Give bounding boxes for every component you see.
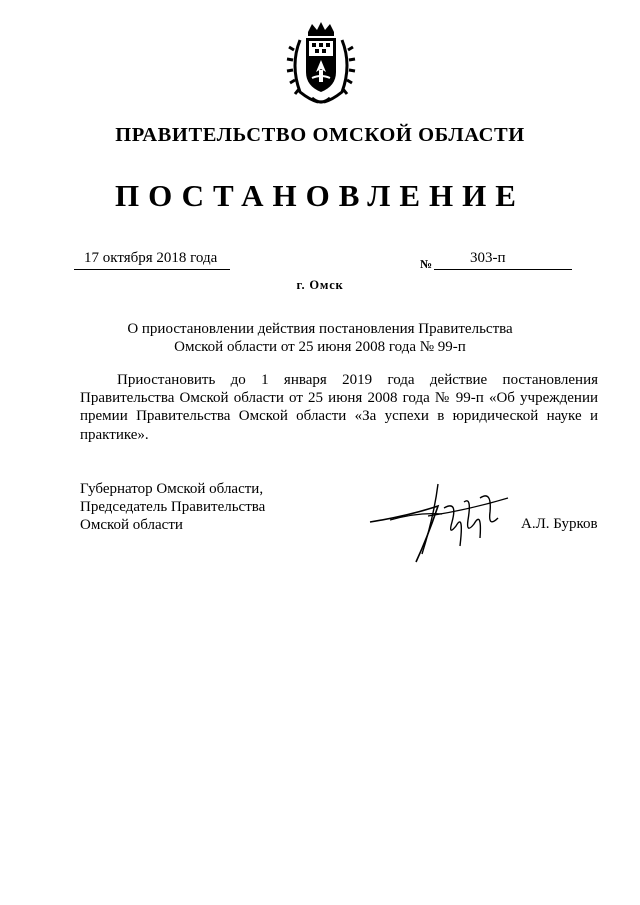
handwritten-signature — [368, 476, 518, 566]
signer-name: А.Л. Бурков — [521, 516, 598, 532]
signer-position — [80, 480, 265, 534]
city-label: г. Омск — [296, 278, 344, 292]
signer-position-line-2: Председатель Правительства — [80, 499, 266, 515]
subject-line-1: О приостановлении действия постановления Правительства — [127, 321, 513, 337]
signer-position-line-1: Губернатор Омской области, — [80, 481, 264, 497]
document-number: 303-п — [470, 250, 506, 266]
organization-title: ПРАВИТЕЛЬСТВО ОМСКОЙ ОБЛАСТИ — [115, 124, 525, 146]
coat-of-arms-icon — [286, 20, 356, 106]
document-date: 17 октября 2018 года — [84, 250, 218, 266]
number-label: № — [420, 257, 433, 271]
document-type-title: ПОСТАНОВЛЕНИЕ — [115, 178, 525, 213]
signer-position-line-3: Омской области — [80, 517, 183, 533]
subject-line-2: Омской области от 25 июня 2008 года № 99-п — [174, 339, 466, 355]
body-paragraph: Приостановить до 1 января 2019 года действие постановления Правительства Омской области от 25 июня 2008 года № 99-п «Об учреждении премии Правительства Омской области «За успехи в юридической науке и практике». — [80, 372, 598, 443]
document-subject — [80, 320, 560, 356]
